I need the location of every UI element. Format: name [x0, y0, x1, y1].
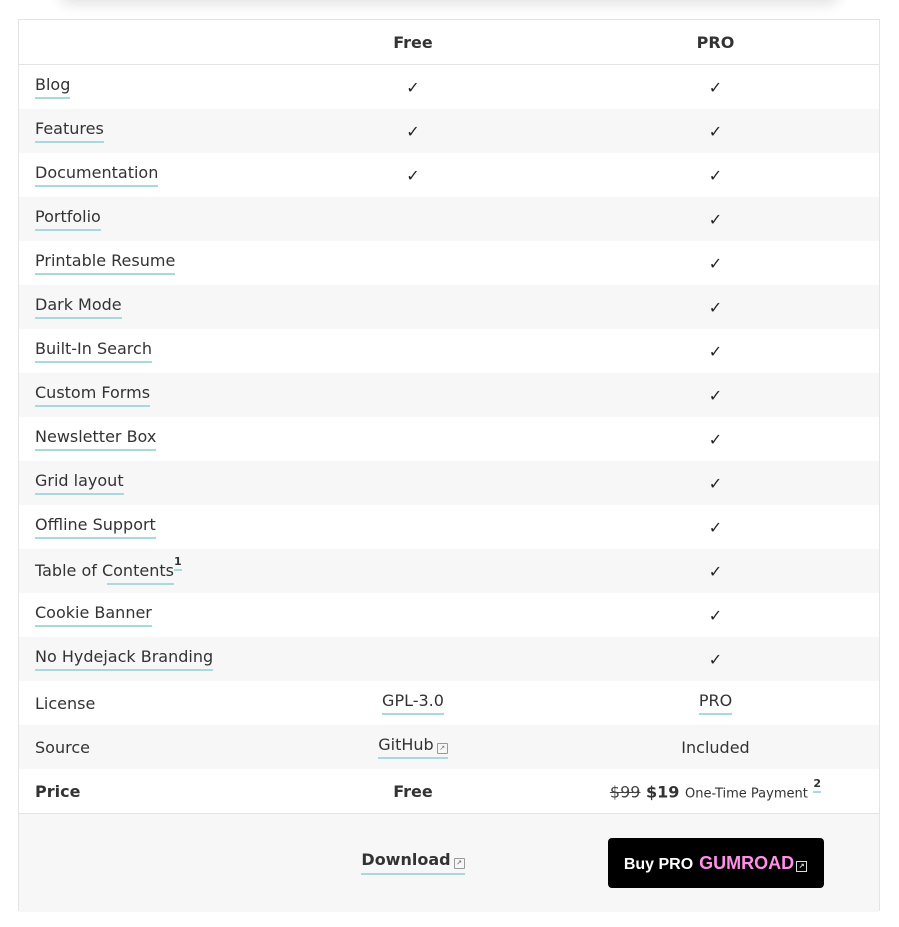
price-free: Free: [274, 769, 552, 814]
feature-row: [19, 461, 879, 505]
header-pro: PRO: [552, 20, 879, 65]
buy-pro-button[interactable]: [608, 838, 824, 888]
check-icon: ✓: [708, 121, 723, 141]
feature-link[interactable]: No Hydejack Branding: [35, 647, 213, 671]
check-icon: ✓: [708, 605, 723, 625]
check-icon: ✓: [708, 561, 723, 581]
check-icon: ✓: [708, 517, 723, 537]
source-pro-value: Included: [681, 737, 750, 757]
feature-row: [19, 637, 879, 681]
footnote-2-link[interactable]: 2: [813, 777, 821, 793]
price-pro: [552, 769, 879, 814]
feature-link[interactable]: Documentation: [35, 163, 158, 187]
feature-link[interactable]: Custom Forms: [35, 383, 150, 407]
header-feature: [19, 20, 274, 65]
feature-link[interactable]: Portfolio: [35, 207, 101, 231]
feature-row: [19, 241, 879, 285]
check-icon: ✓: [708, 429, 723, 449]
gumroad-logo: GUMROAD: [699, 852, 795, 873]
feature-link[interactable]: Printable Resume: [35, 251, 175, 275]
download-label: Download: [361, 850, 451, 870]
feature-link[interactable]: Offline Support: [35, 515, 156, 539]
feature-link: Table of Contents: [35, 561, 174, 583]
feature-body: [19, 65, 879, 682]
feature-row: [19, 417, 879, 461]
buy-pro-label: Buy PRO: [623, 855, 694, 873]
license-free-link[interactable]: GPL-3.0: [382, 691, 444, 715]
feature-link[interactable]: Cookie Banner: [35, 603, 152, 627]
check-icon: ✓: [708, 77, 723, 97]
price-row: [19, 769, 879, 814]
download-button[interactable]: [361, 850, 464, 875]
feature-row: [19, 373, 879, 417]
feature-row: [19, 65, 879, 110]
header-row: [19, 20, 879, 65]
check-icon: ✓: [708, 165, 723, 185]
source-label: Source: [35, 737, 90, 757]
check-icon: ✓: [708, 649, 723, 669]
comparison-table: [19, 20, 879, 912]
header-free: Free: [274, 20, 552, 65]
source-row: [19, 725, 879, 769]
check-icon: ✓: [708, 253, 723, 273]
feature-link[interactable]: Features: [35, 119, 104, 143]
feature-link[interactable]: Built-In Search: [35, 339, 152, 363]
price-label: Price: [19, 769, 274, 814]
feature-link[interactable]: Newsletter Box: [35, 427, 156, 451]
check-icon: ✓: [708, 385, 723, 405]
external-link-icon: ↗: [454, 858, 465, 869]
license-label: License: [35, 693, 96, 713]
feature-link[interactable]: Grid layout: [35, 471, 124, 495]
old-price: $99: [609, 782, 641, 802]
new-price: $19: [646, 782, 680, 802]
check-icon: ✓: [708, 297, 723, 317]
check-icon: ✓: [406, 165, 420, 185]
one-time-note: One-Time Payment: [685, 786, 808, 802]
external-link-icon: ↗: [796, 861, 807, 872]
feature-row: [19, 109, 879, 153]
check-icon: ✓: [708, 473, 723, 493]
check-icon: ✓: [406, 121, 420, 141]
check-icon: ✓: [708, 341, 723, 361]
external-link-icon: ↗: [437, 743, 448, 754]
feature-row: [19, 153, 879, 197]
github-link-label: GitHub: [378, 735, 434, 754]
feature-link[interactable]: Dark Mode: [35, 295, 122, 319]
check-icon: ✓: [708, 209, 723, 229]
feature-row: [19, 505, 879, 549]
source-github-link[interactable]: [378, 735, 447, 759]
license-row: [19, 681, 879, 725]
actions-row: [19, 814, 879, 912]
feature-link[interactable]: Blog: [35, 75, 70, 99]
feature-row: [19, 593, 879, 637]
license-pro-link[interactable]: PRO: [699, 691, 732, 715]
comparison-card: [18, 19, 880, 911]
feature-row: [19, 285, 879, 329]
check-icon: ✓: [406, 77, 420, 97]
feature-row: [19, 197, 879, 241]
footnote-1-link[interactable]: 1: [174, 555, 182, 571]
feature-row: [19, 329, 879, 373]
feature-row: [19, 549, 879, 593]
